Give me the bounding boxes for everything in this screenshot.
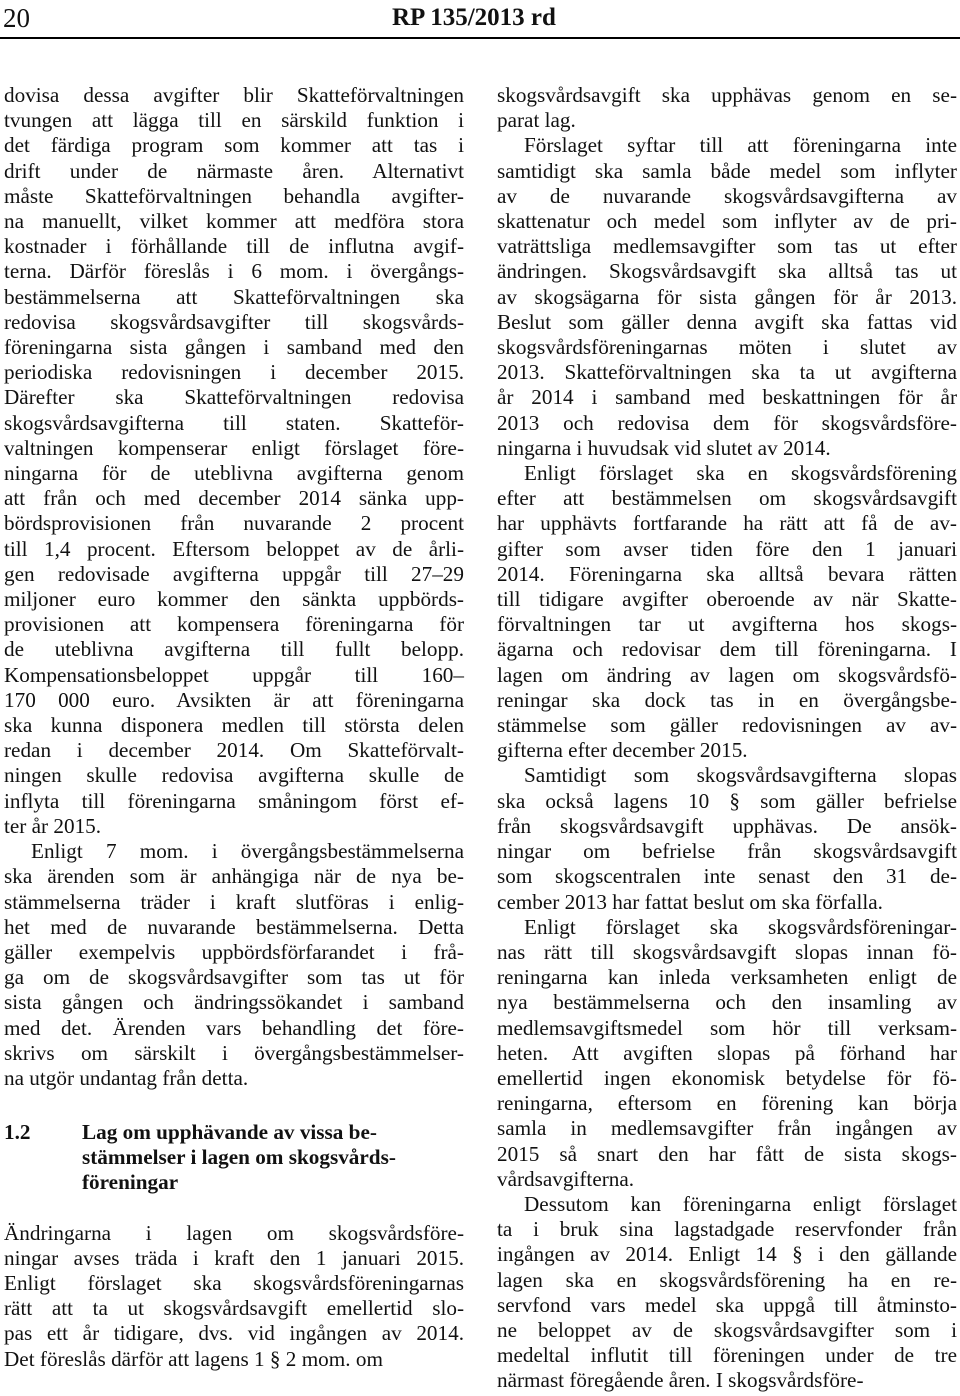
- text-line: efter att bestämmelsen om skogsvårdsavgift: [497, 486, 957, 511]
- text-line: skogsvårdsföreningarnas möten i slutet av: [497, 335, 957, 360]
- text-line: Kompensationsbeloppet uppgår till 160–: [4, 662, 464, 687]
- text-line: pas ett år tidigare, dvs. vid ingången av 2014.: [4, 1321, 464, 1346]
- document-id: RP 135/2013 rd: [392, 4, 556, 31]
- text-line: ningar om befrielse från skogsvårdsavgift: [497, 839, 957, 864]
- text-line: tvungen att lägga till en särskild funktion i: [4, 108, 464, 133]
- text-line: nas rätt till skogsvårdsavgift slopas innan fö-: [497, 939, 957, 964]
- text-line: ningarna för de uteblivna avgifterna genom: [4, 461, 464, 486]
- text-line: reningar ska dock tas in en övergångsbe-: [497, 687, 957, 712]
- text-line: ändringen. Skogsvårdsavgift ska alltså tas ut: [497, 259, 957, 284]
- text-line: gen redovisade avgifterna uppgår till 27–29: [4, 561, 464, 586]
- text-line: skogsvårdsavgift ska upphävas genom en se-: [497, 83, 957, 107]
- text-line: reningarna kan inleda verksamheten enligt de: [497, 965, 957, 990]
- text-line: måste Skatteförvaltningen behandla avgifter-: [4, 183, 464, 208]
- text-line: samtidigt ska samla både medel som inflyter: [497, 158, 957, 183]
- text-line: redovisa skogsvårdsavgifter till skogsvårds-: [4, 309, 464, 334]
- text-line: år 2014 i samband med beskattningen för år: [497, 385, 957, 410]
- text-line: närmast föregående åren. I skogsvårdsföre-: [497, 1368, 864, 1393]
- paragraph: [497, 133, 957, 461]
- text-line: het med de nuvarande bestämmelserna. Detta: [4, 914, 464, 939]
- text-line: heten. Att avgiften slopas på förhand har: [497, 1040, 957, 1065]
- text-line: Enligt 7 mom. i övergångsbestämmelserna: [31, 839, 464, 864]
- text-line: Därefter ska Skatteförvaltningen redovisa: [4, 385, 464, 410]
- page-number: 20: [3, 3, 30, 33]
- header-rule: [0, 37, 960, 39]
- section-title: [82, 1120, 464, 1195]
- text-line: lagen om ändring av lagen om skogsvårdsfö-: [497, 662, 957, 687]
- paragraph: [4, 83, 464, 839]
- section-heading: [4, 1120, 464, 1195]
- text-line: 2013. Skatteförvaltningen ska ta ut avgifterna: [497, 360, 957, 385]
- paragraph: [497, 763, 957, 914]
- text-line: ga om de skogsvårdsavgifter som tas ut för: [4, 965, 464, 990]
- text-line: lagen ska en skogsvårdsförening ha en re-: [497, 1267, 957, 1292]
- text-line: föreningarna sista gången i samband med den: [4, 335, 464, 360]
- text-line: skrivs om särskilt i övergångsbestämmelser-: [4, 1040, 464, 1065]
- text-line: kostnader i förhållande till de influtna avgif-: [4, 234, 464, 259]
- right-column: [497, 83, 957, 1394]
- text-line: till 1,4 procent. Eftersom beloppet av de årli-: [4, 536, 464, 561]
- text-line: vaträttsliga medlemsavgifter som tas ut efter: [497, 234, 957, 259]
- paragraph: [497, 461, 957, 763]
- text-line: gifterna efter december 2015.: [497, 738, 748, 763]
- text-line: Beslut som gäller denna avgift ska fattas vid: [497, 309, 957, 334]
- text-line: reningarna, eftersom en förening kan börja: [497, 1091, 957, 1116]
- text-line: av skogsägarna för sista gången för år 2013.: [497, 284, 957, 309]
- text-line: na manuellt, vilket kommer att medföra stora: [4, 209, 464, 234]
- text-line: inflyta till föreningarna småningom först ef-: [4, 788, 464, 813]
- text-line: stämmelserna träder i kraft slutföras i enlig-: [4, 889, 464, 914]
- text-line: förvaltningen tar ut avgifterna hos skogs-: [497, 612, 957, 637]
- heading-line: stämmelser i lagen om skogsvårds-: [82, 1145, 396, 1170]
- text-line: ska ärenden som är anhängiga när de nya be-: [4, 864, 464, 889]
- text-line: ningen skulle redovisa avgifterna skulle de: [4, 763, 464, 788]
- heading-line: Lag om upphävande av vissa be-: [82, 1120, 377, 1145]
- heading-line: föreningar: [82, 1170, 179, 1195]
- text-line: 2013 och redovisa dem för skogsvårdsföre-: [497, 410, 957, 435]
- paragraph: [497, 83, 957, 133]
- text-line: drift under de närmaste åren. Alternativt: [4, 158, 464, 183]
- text-line: ter år 2015.: [4, 813, 102, 838]
- text-line: ska också lagens 10 § som gäller befrielse: [497, 788, 957, 813]
- text-line: skattenatur och medel som inflyter av de pri-: [497, 209, 957, 234]
- page-header: [0, 0, 960, 40]
- text-line: ingången av 2014. Enligt 14 § i den gällande: [497, 1242, 957, 1267]
- left-column: [4, 83, 464, 1372]
- text-line: periodiska redovisningen i december 2015.: [4, 360, 464, 385]
- text-line: 2015 så snart den har fått de sista skogs-: [497, 1141, 957, 1166]
- text-line: bestämmelserna att Skatteförvaltningen ska: [4, 284, 464, 309]
- text-line: Enligt förslaget ska en skogsvårdsförening: [524, 461, 957, 486]
- text-line: det färdiga program som kommer att tas i: [4, 133, 464, 158]
- text-line: av de nuvarande skogsvårdsavgifterna av: [497, 183, 957, 208]
- paragraph: [497, 915, 957, 1192]
- text-line: na utgör undantag från detta.: [4, 1065, 249, 1090]
- text-line: servfond vars medel ska uppgå till åtminsto-: [497, 1292, 957, 1317]
- text-line: med det. Ärenden vars behandling det före-: [4, 1015, 464, 1040]
- text-line: till tidigare avgifter oberoende av när Skatte-: [497, 587, 957, 612]
- text-line: medlemsavgiftsmedel som hör till verksam-: [497, 1015, 957, 1040]
- text-line: gifter som avser tiden före den 1 januari: [497, 536, 957, 561]
- text-line: medeltal influtit till föreningen under de tre: [497, 1343, 957, 1368]
- text-line: som skogscentralen inte senast den 31 de-: [497, 864, 957, 889]
- text-line: terna. Därför föreslås i 6 mom. i övergångs-: [4, 259, 464, 284]
- paragraph: [4, 1221, 464, 1372]
- text-line: Enligt förslaget ska skogsvårdsföreningarnas: [4, 1270, 464, 1295]
- text-line: ningarna i huvudsak vid slutet av 2014.: [497, 435, 831, 460]
- text-line: miljoner euro kommer den sänkta uppbörds-: [4, 587, 464, 612]
- text-line: redan i december 2014. Om Skatteförvalt-: [4, 738, 464, 763]
- text-line: Samtidigt som skogsvårdsavgifterna slopas: [524, 763, 957, 788]
- text-line: gäller exempelvis uppbördsförfarandet i frå-: [4, 939, 464, 964]
- text-line: Förslaget syftar till att föreningarna inte: [524, 133, 957, 158]
- text-line: har upphävts fortfarande ha rätt att få de av-: [497, 511, 957, 536]
- text-line: ningar avses träda i kraft den 1 januari 2015.: [4, 1245, 464, 1270]
- text-line: Ändringarna i lagen om skogsvårdsföre-: [4, 1220, 464, 1245]
- text-line: provisionen att kompensera föreningarna för: [4, 612, 464, 637]
- text-line: samla in medlemsavgifter från ingången av: [497, 1116, 957, 1141]
- spacer: [4, 1195, 464, 1220]
- text-line: bördsprovisionen från nuvarande 2 procent: [4, 511, 464, 536]
- text-line: de uteblivna avgifterna till fullt belopp.: [4, 637, 464, 662]
- text-line: cember 2013 har fattat beslut om ska förfalla.: [497, 889, 883, 914]
- section-number: 1.2: [4, 1120, 31, 1145]
- text-line: sista gången och ändringssökandet i samband: [4, 990, 464, 1015]
- paragraph: [497, 1192, 957, 1394]
- text-line: Dessutom kan föreningarna enligt förslaget: [524, 1191, 957, 1216]
- text-line: ska kunna disponera medlen till största delen: [4, 713, 464, 738]
- text-line: dovisa dessa avgifter blir Skatteförvaltningen: [4, 83, 464, 107]
- text-line: att från och med december 2014 sänka upp-: [4, 486, 464, 511]
- text-line: stämmelse som gäller redovisningen av av-: [497, 713, 957, 738]
- text-line: ägarna och redovisar dem till föreningarna. I: [497, 637, 957, 662]
- text-line: valtningen kompenserar enligt förslaget före-: [4, 435, 464, 460]
- text-line: ta i bruk sina lagstadgade reservfonder från: [497, 1217, 957, 1242]
- text-line: från skogsvårdsavgift upphävas. De ansök-: [497, 813, 957, 838]
- text-line: emellertid ingen ekonomisk betydelse för fö-: [497, 1065, 957, 1090]
- text-line: vårdsavgifterna.: [497, 1166, 635, 1191]
- text-line: skogsvårdsavgifterna till staten. Skatteför-: [4, 410, 464, 435]
- text-line: Enligt förslaget ska skogsvårdsföreningar-: [524, 914, 957, 939]
- text-line: Det föreslås därför att lagens 1 § 2 mom. om: [4, 1346, 383, 1371]
- text-line: parat lag.: [497, 108, 576, 133]
- spacer: [4, 1091, 464, 1116]
- text-line: 2014. Föreningarna ska alltså bevara rätten: [497, 561, 957, 586]
- text-line: rätt att ta ut skogsvårdsavgift emellertid slo-: [4, 1296, 464, 1321]
- paragraph: [4, 839, 464, 1091]
- text-line: nya bestämmelserna och den insamling av: [497, 990, 957, 1015]
- text-line: ne beloppet av de skogsvårdsavgifter som i: [497, 1317, 957, 1342]
- text-line: 170 000 euro. Avsikten är att föreningarna: [4, 687, 464, 712]
